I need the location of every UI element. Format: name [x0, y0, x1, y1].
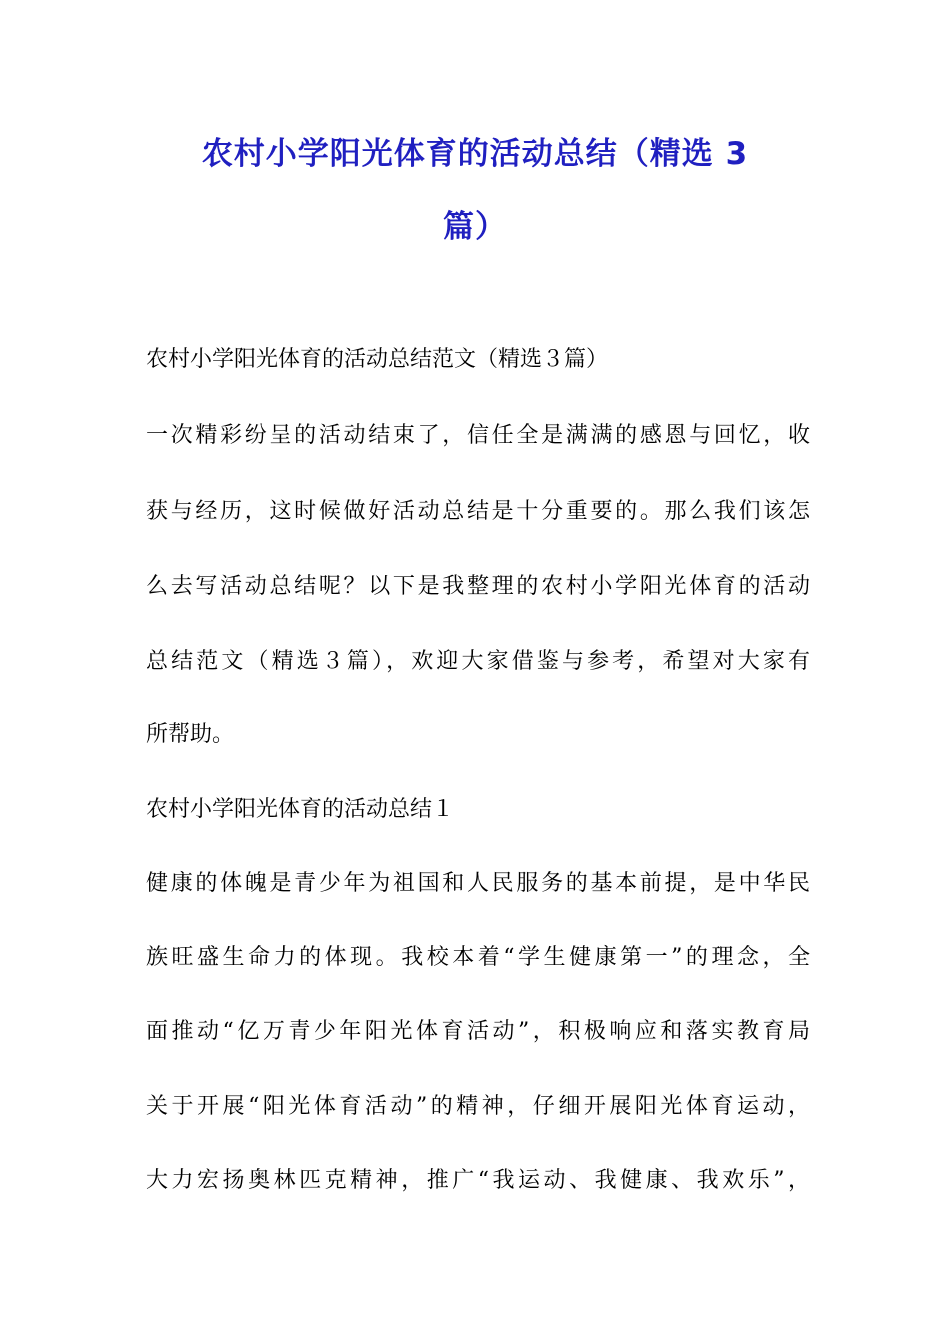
- body-line-2: 族旺盛生命力的体现。我校本着“学生健康第一”的理念，全: [146, 945, 810, 970]
- document-title-line-2: 篇）: [443, 209, 507, 245]
- body-line-1: 健康的体魄是青少年为祖国和人民服务的基本前提，是中华民: [146, 871, 810, 896]
- document-title-line-1: 农村小学阳光体育的活动总结（精选 3: [201, 136, 749, 172]
- body-line-4: 关于开展“阳光体育活动”的精神，仔细开展阳光体育运动，: [146, 1094, 810, 1119]
- intro-line-3: 么去写活动总结呢？以下是我整理的农村小学阳光体育的活动: [146, 574, 810, 599]
- intro-line-1: 一次精彩纷呈的活动结束了，信任全是满满的感恩与回忆，收: [146, 423, 810, 448]
- intro-line-5: 所帮助。: [146, 722, 235, 747]
- body-line-5: 大力宏扬奥林匹克精神，推广“我运动、我健康、我欢乐”，: [146, 1168, 810, 1193]
- body-line-3: 面推动“亿万青少年阳光体育活动”，积极响应和落实教育局: [146, 1019, 810, 1044]
- section-heading: 农村小学阳光体育的活动总结１: [146, 797, 455, 822]
- intro-line-2: 获与经历，这时候做好活动总结是十分重要的。那么我们该怎: [146, 499, 810, 524]
- subtitle: 农村小学阳光体育的活动总结范文（精选３篇）: [146, 347, 609, 372]
- intro-line-4: 总结范文（精选３篇），欢迎大家借鉴与参考，希望对大家有: [146, 649, 810, 674]
